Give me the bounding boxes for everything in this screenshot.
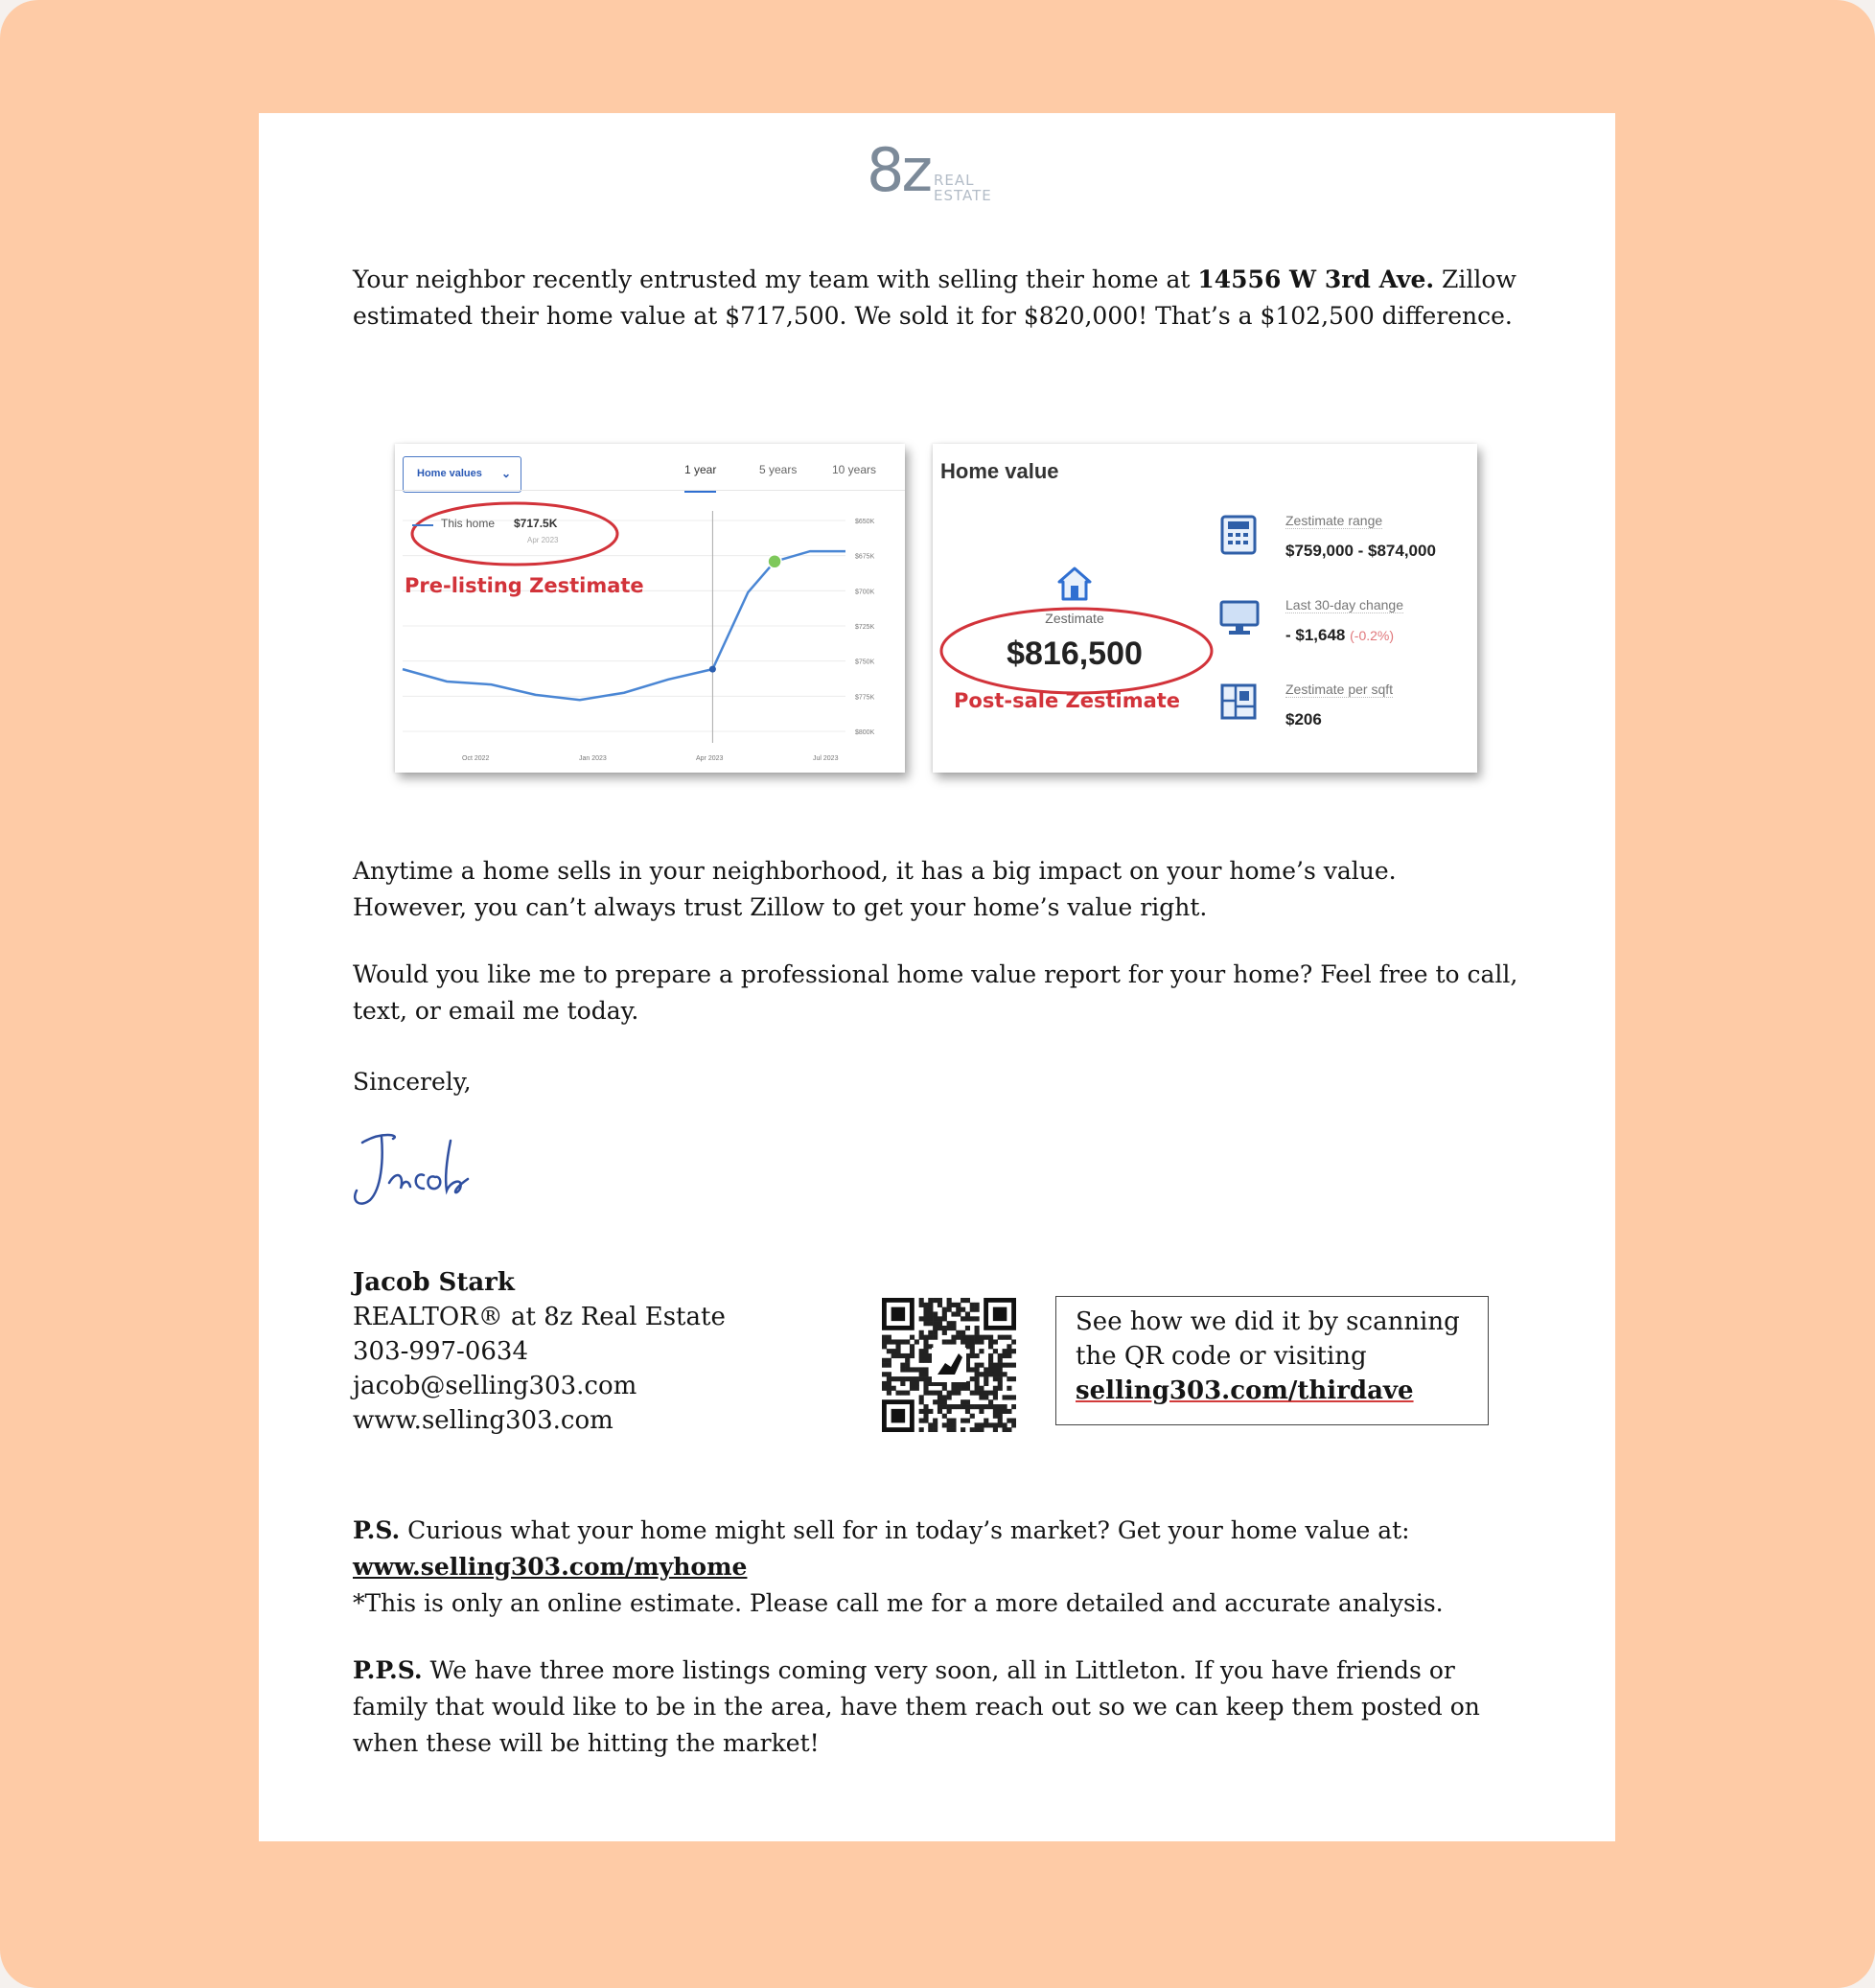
agent-phone[interactable]: 303-997-0634 bbox=[353, 1337, 528, 1366]
chevron-down-icon: ⌄ bbox=[500, 467, 511, 480]
agent-name: Jacob Stark bbox=[353, 1268, 515, 1297]
last-30-day-label: Last 30-day change bbox=[1285, 597, 1403, 613]
contact-block bbox=[353, 1265, 890, 1438]
tab-5-years[interactable]: 5 years bbox=[759, 463, 798, 476]
y-tick-label: $675K bbox=[855, 553, 875, 561]
agent-website[interactable]: www.selling303.com bbox=[353, 1406, 613, 1435]
red-circle-annotation-2 bbox=[933, 444, 1239, 773]
change-percent: (-0.2%) bbox=[1350, 628, 1395, 643]
legend-label: This home bbox=[441, 517, 496, 530]
company-logo bbox=[867, 132, 1020, 209]
zestimate-value: $816,500 bbox=[1007, 636, 1143, 672]
change-amount: - $1,648 bbox=[1285, 626, 1346, 644]
x-tick-label: Jul 2023 bbox=[813, 755, 839, 762]
neighborhood-line-2: However, you can’t always trust Zillow to get your home’s value right. bbox=[353, 893, 1208, 921]
zestimate-per-sqft-label: Zestimate per sqft bbox=[1285, 682, 1394, 697]
ps-text: Curious what your home might sell for in today’s market? Get your home value at: bbox=[400, 1516, 1410, 1544]
tab-10-years[interactable]: 10 years bbox=[832, 463, 877, 476]
x-tick-label: Oct 2022 bbox=[462, 755, 490, 762]
zestimate-range-value: $759,000 - $874,000 bbox=[1285, 542, 1436, 560]
zestimate-label: Zestimate bbox=[1045, 611, 1104, 626]
home-value-title: Home value bbox=[940, 459, 1059, 483]
offer-paragraph: Would you like me to prepare a professional home value report for your home? Feel free to call, text, or email me today. bbox=[353, 960, 1518, 1025]
last-30-day-value bbox=[1285, 626, 1394, 645]
tab-1-year[interactable]: 1 year bbox=[684, 463, 716, 493]
intro-paragraph bbox=[353, 262, 1522, 335]
home-values-chart-screenshot bbox=[395, 444, 905, 773]
agent-title: REALTOR® at 8z Real Estate bbox=[353, 1303, 726, 1331]
intro-text-1: Your neighbor recently entrusted my team with selling their home at bbox=[353, 266, 1198, 293]
hover-point bbox=[709, 666, 716, 673]
y-tick-label: $725K bbox=[855, 624, 875, 631]
pre-listing-annotation: Pre-listing Zestimate bbox=[405, 574, 644, 597]
zestimate-per-sqft-value: $206 bbox=[1285, 710, 1322, 728]
zestimate-range-label: Zestimate range bbox=[1285, 513, 1383, 528]
neighborhood-line-1: Anytime a home sells in your neighborhood, it has a big impact on your home’s value. bbox=[353, 857, 1397, 885]
scan-link[interactable]: selling303.com/thirdave bbox=[1076, 1376, 1414, 1405]
x-tick-label: Jan 2023 bbox=[579, 755, 607, 762]
neighborhood-paragraph bbox=[353, 853, 1522, 926]
legend-value: $717.5K bbox=[514, 517, 558, 530]
logo-sub-line2: ESTATE bbox=[934, 187, 992, 204]
pps-label: P.P.S. bbox=[353, 1656, 423, 1684]
y-tick-label: $800K bbox=[855, 729, 875, 736]
intro-address: 14556 W 3rd Ave. bbox=[1197, 266, 1435, 293]
y-tick-label: $700K bbox=[855, 589, 875, 596]
legend-date: Apr 2023 bbox=[527, 536, 559, 544]
scan-line-1: See how we did it by scanning bbox=[1076, 1307, 1460, 1336]
ps-link[interactable]: www.selling303.com/myhome bbox=[353, 1553, 748, 1581]
scan-line-2: the QR code or visiting bbox=[1076, 1342, 1367, 1371]
y-tick-label: $650K bbox=[855, 519, 875, 525]
home-values-chart bbox=[395, 444, 905, 773]
scan-callout-box bbox=[1055, 1296, 1489, 1425]
legend-line-swatch bbox=[412, 524, 433, 526]
intro-text-2: Zillow estimated their home value at $717,500. We sold it for $820,000! That’s a $102,500 difference. bbox=[353, 266, 1516, 330]
current-value-point bbox=[768, 555, 781, 568]
pps-text: We have three more listings coming very soon, all in Littleton. If you have friends or family that would like to be in the area, have them reach out so we can keep them posted on when these will be hitting the market! bbox=[353, 1656, 1480, 1757]
logo-subtext bbox=[934, 173, 1020, 203]
x-tick-label: Apr 2023 bbox=[696, 755, 724, 762]
y-tick-label: $775K bbox=[855, 694, 875, 702]
ps-paragraph bbox=[353, 1513, 1522, 1622]
monitor-icon bbox=[1218, 599, 1261, 637]
pps-paragraph bbox=[353, 1653, 1522, 1762]
y-tick-label: $750K bbox=[855, 659, 875, 666]
letter-page bbox=[259, 113, 1615, 1841]
calculator-icon bbox=[1218, 513, 1261, 555]
logo-sub-line1: REAL bbox=[934, 172, 975, 189]
closing: Sincerely, bbox=[353, 1068, 472, 1096]
signature-image bbox=[343, 1121, 477, 1217]
qr-code[interactable] bbox=[882, 1298, 1016, 1432]
dropdown-label: Home values bbox=[417, 468, 482, 479]
floorplan-icon bbox=[1218, 682, 1261, 724]
ps-label: P.S. bbox=[353, 1516, 401, 1544]
post-sale-annotation: Post-sale Zestimate bbox=[954, 689, 1181, 712]
logo-mark: 8z bbox=[867, 135, 930, 205]
agent-email[interactable]: jacob@selling303.com bbox=[353, 1372, 637, 1400]
home-value-screenshot bbox=[933, 444, 1477, 773]
ps-note: *This is only an online estimate. Please call me for a more detailed and accurate analysis. bbox=[353, 1589, 1444, 1617]
